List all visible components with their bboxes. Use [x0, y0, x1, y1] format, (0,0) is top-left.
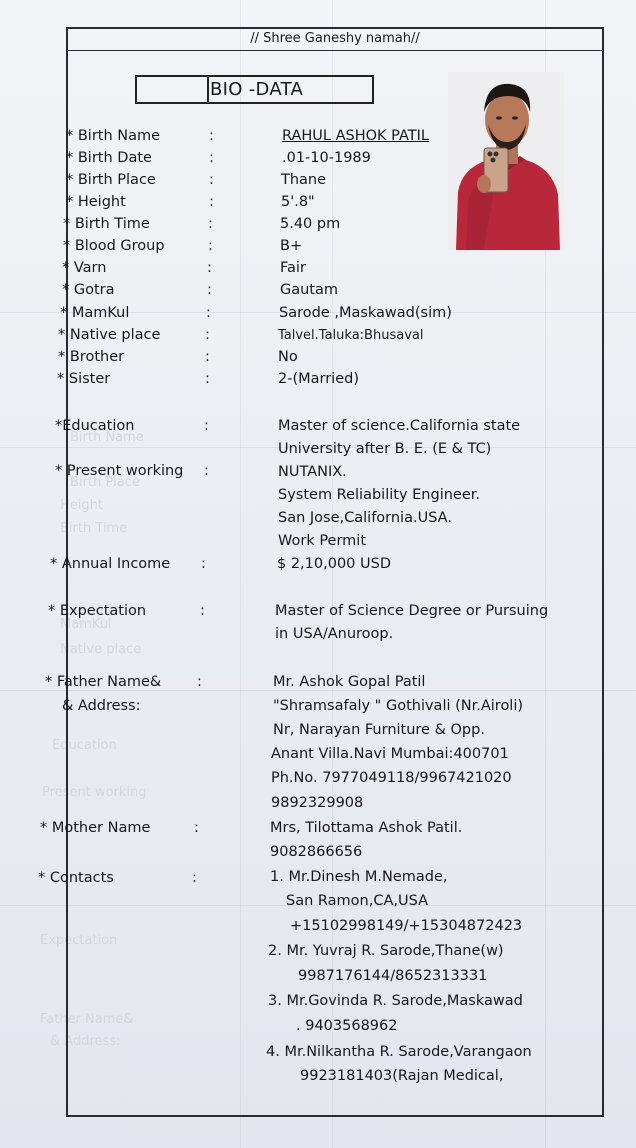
field-colon: :: [205, 327, 210, 343]
present-working-line: System Reliability Engineer.: [278, 487, 480, 503]
field-value: .01-10-1989: [282, 150, 371, 166]
father-line: Anant Villa.Navi Mumbai:400701: [271, 746, 509, 762]
field-value: 5.40 pm: [280, 216, 341, 232]
field-value: Gautam: [280, 282, 339, 298]
field-colon: :: [208, 238, 213, 254]
contact-line: 4. Mr.Nilkantha R. Sarode,Varangaon: [266, 1044, 532, 1060]
bleed-through-text: Native place: [60, 642, 142, 657]
bleed-through-text: Height: [60, 498, 103, 513]
present-working-label: * Present working: [55, 463, 184, 479]
contact-line: 3. Mr.Govinda R. Sarode,Maskawad: [268, 993, 523, 1009]
field-value: B+: [280, 238, 303, 254]
education-label: *Education: [55, 418, 135, 434]
field-label: * Gotra: [62, 282, 115, 298]
profile-photo: [448, 72, 564, 250]
education-line: Master of science.California state: [278, 418, 521, 434]
education-line: University after B. E. (E & TC): [278, 441, 492, 457]
father-line: Nr, Narayan Furniture & Opp.: [273, 722, 485, 738]
field-colon: :: [206, 305, 211, 321]
expectation-label: * Expectation: [48, 603, 147, 619]
field-label: * Blood Group: [63, 238, 165, 254]
contact-line: 9923181403(Rajan Medical,: [300, 1068, 504, 1084]
annual-income-label: * Annual Income: [50, 556, 171, 572]
field-colon: :: [209, 128, 214, 144]
bleed-through-text: Birth Place: [70, 475, 140, 490]
field-value: Thane: [281, 172, 327, 188]
header-divider: [66, 50, 604, 51]
present-working-line: San Jose,California.USA.: [278, 510, 452, 526]
field-label: * Sister: [57, 371, 111, 387]
father-line: Mr. Ashok Gopal Patil: [273, 674, 426, 690]
field-label: * Birth Name: [66, 128, 161, 144]
field-colon: :: [207, 282, 212, 298]
expectation-line: in USA/Anuroop.: [275, 626, 394, 642]
bleed-through-text: Education: [52, 738, 117, 753]
present-working-line: NUTANIX.: [278, 464, 347, 480]
field-colon: :: [207, 260, 212, 276]
field-colon: :: [205, 371, 210, 387]
field-value: Sarode ,Maskawad(sim): [279, 305, 452, 321]
field-label: * Brother: [58, 349, 125, 365]
contact-line: 2. Mr. Yuvraj R. Sarode,Thane(w): [268, 943, 504, 959]
contact-line: 1. Mr.Dinesh M.Nemade,: [270, 869, 448, 885]
bleed-through-text: & Address:: [50, 1034, 121, 1049]
expectation-line: Master of Science Degree or Pursuing: [275, 603, 549, 619]
field-colon: :: [208, 216, 213, 232]
father-label: * Father Name&: [45, 674, 162, 690]
field-value: 5'.8": [281, 194, 315, 210]
bleed-through-text: Father Name&: [40, 1012, 134, 1027]
field-label: * MamKul: [60, 305, 130, 321]
contacts-label: * Contacts: [38, 870, 114, 886]
field-colon: :: [209, 150, 214, 166]
mother-label: * Mother Name: [40, 820, 151, 836]
field-value: 2-(Married): [278, 371, 359, 387]
field-colon: :: [209, 172, 214, 188]
field-label: * Varn: [62, 260, 107, 276]
mother-line: Mrs, Tilottama Ashok Patil.: [270, 820, 463, 836]
field-label: * Native place: [58, 327, 161, 343]
page-header: // Shree Ganeshy namah//: [250, 31, 420, 46]
father-label: & Address:: [62, 698, 141, 714]
field-value: Fair: [280, 260, 306, 276]
field-label: * Height: [66, 194, 126, 210]
mother-line: 9082866656: [270, 844, 363, 860]
field-label: * Birth Time: [63, 216, 150, 232]
contact-line: San Ramon,CA,USA: [286, 893, 428, 909]
field-value: RAHUL ASHOK PATIL: [282, 128, 429, 144]
father-line: Ph.No. 7977049118/9967421020: [271, 770, 512, 786]
title-box: [135, 75, 374, 104]
field-label: * Birth Place: [66, 172, 156, 188]
present-working-line: Work Permit: [278, 533, 367, 549]
field-colon: :: [209, 194, 214, 210]
father-line: 9892329908: [271, 795, 364, 811]
mother-colon: :: [194, 820, 199, 836]
contact-line: . 9403568962: [296, 1018, 398, 1034]
father-line: "Shramsafaly " Gothivali (Nr.Airoli): [273, 698, 524, 714]
present-working-colon: :: [204, 463, 209, 479]
bleed-through-text: Birth Time: [60, 521, 128, 536]
contact-line: +15102998149/+15304872423: [290, 918, 523, 934]
contact-line: 9987176144/8652313331: [298, 968, 488, 984]
field-value: Talvel.Taluka:Bhusaval: [278, 328, 424, 343]
bleed-through-text: Birth Name: [70, 430, 144, 445]
title-box-divider: [207, 77, 209, 102]
contacts-colon: :: [192, 870, 197, 886]
education-colon: :: [204, 418, 209, 434]
father-colon: :: [197, 674, 202, 690]
field-value: No: [278, 349, 298, 365]
field-colon: :: [205, 349, 210, 365]
bleed-through-text: Present working: [42, 785, 147, 800]
page-title: BIO -DATA: [210, 79, 304, 100]
bleed-through-text: Expectation: [40, 933, 118, 948]
person-photo-icon: [448, 72, 564, 250]
annual-income-colon: :: [201, 556, 206, 572]
bleed-through-text: MamKul: [60, 617, 112, 632]
annual-income-value: $ 2,10,000 USD: [277, 556, 391, 572]
expectation-colon: :: [200, 603, 205, 619]
field-label: * Birth Date: [66, 150, 152, 166]
